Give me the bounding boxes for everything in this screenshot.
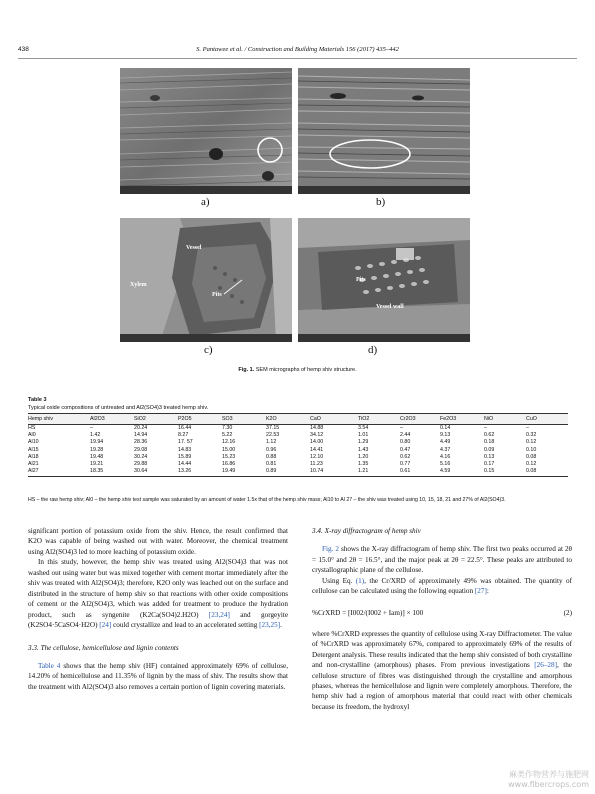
- table-cell: 5.22: [222, 432, 233, 439]
- sem-image-d: [298, 218, 470, 342]
- paragraph: [312, 576, 572, 597]
- table-row: [28, 446, 568, 453]
- col-header: CaO: [310, 414, 358, 425]
- citation-link[interactable]: [27]: [474, 587, 487, 596]
- table-cell: 0.12: [526, 461, 537, 468]
- figure-caption-label: Fig. 1.: [238, 367, 255, 373]
- table-cell: 0.62: [400, 453, 411, 460]
- col-header: K2O: [266, 414, 310, 425]
- table-cell: 13.26: [178, 468, 222, 477]
- table-cell: 0.08: [526, 453, 537, 460]
- table-cell: 1.12: [266, 439, 277, 446]
- table-cell: 5.16: [440, 461, 451, 468]
- figure-reference-link[interactable]: Fig. 2: [322, 545, 339, 554]
- citation-link[interactable]: [26–28]: [534, 661, 558, 670]
- table-cell: 1.21: [358, 468, 400, 477]
- col-header: Hemp shiv: [28, 414, 90, 425]
- sem-image-c: [120, 218, 292, 342]
- table-cell: 0.89: [266, 468, 310, 477]
- section-heading: 3.4. X-ray diffractogram of hemp shiv: [312, 527, 421, 535]
- panel-label-c: c): [204, 344, 213, 356]
- table-cell: 19.28: [90, 446, 104, 453]
- table-cell: Al0: [28, 432, 36, 439]
- table-cell: 28.36: [134, 439, 148, 446]
- table-cell: 0.88: [266, 453, 277, 460]
- table-cell: 0.15: [484, 468, 526, 477]
- table-cell: 1.42: [90, 432, 101, 439]
- table-cell: 14.41: [310, 446, 324, 453]
- paragraph: [312, 629, 572, 713]
- col-header: SiO2: [134, 414, 178, 425]
- table-cell: 0.47: [400, 446, 411, 453]
- table-cell: 0.14: [440, 425, 451, 432]
- journal-citation: S. Pantawee et al. / Construction and Building Materials 156 (2017) 435–442: [196, 46, 399, 53]
- table-cell: 14.83: [178, 446, 192, 453]
- table-cell: 0.77: [400, 461, 411, 468]
- watermark-line: www.fibercrops.com: [508, 780, 589, 789]
- figure-caption: [0, 367, 595, 373]
- paragraph: significant portion of potassium oxide from the shiv. Hence, the result confirmed that K2O was capable of being washed out with water. Moreover, the chemical treatment using Al2(SO4)3 led to more leaching of potassium oxide.: [28, 527, 288, 556]
- table-cell: Al18: [28, 453, 39, 460]
- equation-reference-link[interactable]: (1): [355, 576, 365, 585]
- table-cell: 1.01: [358, 432, 369, 439]
- table-heading: [28, 396, 208, 412]
- table-cell: 30.64: [134, 468, 178, 477]
- right-column: [312, 526, 572, 712]
- paragraph-text: shows the X-ray diffractogram of hemp shiv. The first two peaks occurred at 2θ = 15.0° and 2θ = 16.5°, and the major peak at 2θ = 22.5°. These peaks are attributed to crystallographic plane of the cellulose.: [312, 545, 572, 575]
- table-cell: 29.08: [134, 446, 148, 453]
- col-header: TiO2: [358, 414, 400, 425]
- table-cell: 0.80: [400, 439, 411, 446]
- table-row: [28, 424, 568, 432]
- col-header: P2O5: [178, 414, 222, 425]
- table-cell: 2.44: [400, 432, 411, 439]
- annotation-pits-c: Pits: [212, 292, 222, 298]
- paragraph-text: where %CrXRD expresses the quantity of cellulose using X-ray Diffractometer. The value of %CrXRD was approximately 67%, compared to approximately 69% of the results of Detergent analysis. These results indicated that the hemp shiv consisted of both crystalline and non-crystalline (amorphous) phases. From previous investigations: [312, 629, 573, 670]
- annotation-vessel: Vessel: [186, 245, 202, 251]
- table-cell: 15.89: [178, 453, 192, 460]
- table-cell: 30.24: [134, 453, 148, 460]
- table-cell: 0.61: [400, 468, 440, 477]
- page-number: 438: [18, 46, 29, 53]
- paragraph-text: and gorgeyite (K2SO4·5CaSO4·H2O): [28, 610, 289, 630]
- equation: %CrXRD = [I002/(I002 + Iam)] × 100: [312, 608, 424, 617]
- table-cell: –: [526, 425, 529, 432]
- spacer: [28, 631, 288, 643]
- table-cell: 4.16: [440, 453, 451, 460]
- table-reference-link[interactable]: Table 4: [38, 661, 61, 670]
- table-cell: –: [400, 425, 403, 432]
- table-cell: 15.00: [222, 446, 236, 453]
- table-cell: Al10: [28, 439, 39, 446]
- table-cell: 1.35: [358, 461, 369, 468]
- header-rule: [18, 58, 577, 59]
- citation-link[interactable]: [23,25]: [259, 621, 281, 630]
- panel-label-b: b): [376, 196, 386, 208]
- left-column: [28, 526, 288, 692]
- table-cell: 14.88: [310, 425, 324, 432]
- table-row: [28, 460, 568, 467]
- table-cell: –: [484, 425, 487, 432]
- section-heading: 3.3. The cellulose, hemicellulose and lignin contents: [28, 643, 179, 652]
- table-cell: 0.10: [526, 446, 537, 453]
- table-cell: 10.74: [310, 468, 358, 477]
- citation-link[interactable]: [24]: [99, 621, 112, 630]
- table-cell: 0.81: [266, 461, 277, 468]
- table-row: [28, 453, 568, 460]
- table-row: [28, 439, 568, 446]
- watermark: [508, 770, 589, 790]
- table-cell: 0.32: [526, 432, 537, 439]
- table-cell: 11.23: [310, 461, 323, 468]
- table-cell: 12.10: [310, 453, 324, 460]
- table-cell: –: [90, 425, 93, 432]
- table-cell: 19.48: [90, 453, 104, 460]
- table-cell: 0.09: [484, 446, 495, 453]
- table-cell: 0.62: [484, 432, 495, 439]
- table-cell: 0.08: [526, 468, 568, 477]
- paragraph-text: , the cellulose structure of fibres was distinguished through the crystalline and amorphous phases, whereas the hemicellulose and lignin were completely amorphous. Therefore, the hemp shiv had a region of amorphous material that could react with other chemicals because its freedom, the hydroxyl: [312, 661, 572, 711]
- table-cell: 15.23: [222, 453, 236, 460]
- table-header-row: [28, 414, 568, 425]
- table-cell: 1.29: [358, 439, 369, 446]
- annotation-xylem: Xylem: [130, 282, 147, 288]
- table-cell: 0.13: [484, 453, 495, 460]
- table-cell: 1.43: [358, 446, 369, 453]
- table-cell: 4.37: [440, 446, 451, 453]
- table-cell: 37.15: [266, 425, 280, 432]
- figure-caption-text: SEM micrographs of hemp shiv structure.: [255, 367, 357, 373]
- table-cell: HS: [28, 425, 36, 432]
- paragraph-text: .: [280, 621, 282, 630]
- col-header: NiO: [484, 414, 526, 425]
- table-cell: 9.13: [440, 432, 451, 439]
- col-header: Al2O3: [90, 414, 134, 425]
- paragraph-text: :: [486, 587, 489, 596]
- table-cell: 16.86: [222, 461, 236, 468]
- table-cell: 12.16: [222, 439, 236, 446]
- paragraph: [312, 544, 572, 575]
- table-row: [28, 468, 568, 477]
- table-cell: 17. 57: [178, 439, 193, 446]
- table-cell: 19.21: [90, 461, 104, 468]
- paragraph-text: In this study, however, the hemp shiv was treated using Al2(SO4)3 that was not washed out using water but was mixed together with cement mortar immediately after the shiv was treated with Al2(SO4)3; therefore, K2O only was leached out on the surface and distributed in the structure of hemp shiv so that reactions with other oxide compositions of cement or the Al2(SO4)3, which was added for treatment to produce the hydration product, such as syngenite (K2Ca(SO4)2.H2O): [28, 558, 288, 619]
- table-cell: Al27: [28, 468, 90, 477]
- table-cell: 19.49: [222, 468, 266, 477]
- table-cell: 8.27: [178, 432, 189, 439]
- table-label: Table 3: [28, 397, 47, 403]
- oxide-composition-table: [28, 413, 568, 477]
- running-header: [18, 46, 577, 58]
- table-cell: 16.44: [178, 425, 192, 432]
- panel-label-d: d): [368, 344, 378, 356]
- citation-link[interactable]: [23,24]: [208, 610, 230, 619]
- table-cell: 1.20: [358, 453, 369, 460]
- col-header: SO3: [222, 414, 266, 425]
- table-cell: 0.17: [484, 461, 495, 468]
- col-header: Fe2O3: [440, 414, 484, 425]
- col-header: CuO: [526, 414, 568, 425]
- sem-image-a: [120, 68, 292, 194]
- table-cell: 3.54: [358, 425, 369, 432]
- spacer: [312, 536, 572, 544]
- annotation-vessel-wall: Vessel wall: [376, 304, 404, 310]
- table-cell: 19.94: [90, 439, 104, 446]
- table-cell: 29.88: [134, 461, 148, 468]
- table-cell: 0.18: [484, 439, 495, 446]
- table-cell: 18.35: [90, 468, 134, 477]
- table-cell: 7.30: [222, 425, 233, 432]
- table-row: [28, 432, 568, 439]
- paragraph: [28, 661, 288, 692]
- equation-number: (2): [563, 608, 572, 617]
- paragraph-text: shows that the hemp shiv (HF) contained approximately 69% of cellulose, 14.20% of hemicellulose and 11.35% of lignin by the mass of shiv. The results show that the treatment with Al2(SO4)3 also removes a certain portion of lignin covering materials.: [28, 661, 289, 691]
- equation-block: [312, 605, 572, 623]
- table-cell: Al15: [28, 446, 39, 453]
- table-title: Typical oxide compositions of untreated and Al2(SO4)3 treated hemp shiv.: [28, 405, 209, 411]
- table-cell: 0.96: [266, 446, 277, 453]
- paragraph-text: , the Cr/XRD of approximately 49% was obtained. The quantity of cellulose can be calculated using the following equation: [312, 576, 572, 596]
- table-cell: 0.12: [526, 439, 537, 446]
- paragraph: [28, 557, 288, 630]
- paragraph-text: Using Eq.: [322, 576, 356, 585]
- paragraph-text: could crystallize and lead to an accelerated setting: [111, 621, 260, 630]
- table-cell: 14.94: [134, 432, 148, 439]
- table-cell: 14.00: [310, 439, 324, 446]
- table-cell: Al21: [28, 461, 39, 468]
- watermark-line: 麻类作物营养与施肥网: [509, 770, 589, 779]
- annotation-pits-d: Pits: [356, 277, 366, 283]
- table-cell: 20.24: [134, 425, 148, 432]
- table-cell: 4.49: [440, 439, 451, 446]
- col-header: Cr2O3: [400, 414, 440, 425]
- table-cell: 14.44: [178, 461, 192, 468]
- table-cell: 34.12: [310, 432, 324, 439]
- spacer: [28, 653, 288, 661]
- panel-label-a: a): [201, 196, 210, 208]
- sem-image-b: [298, 68, 470, 194]
- table-footnote: HS – the raw hemp shiv; Al0 – the hemp shiv test sample was saturated by an amount of water 1.5x that of the hemp shiv mass; Al10 to Al 27 – the shiv was treated using 10, 15, 18, 21 and 27% of Al2(SO4)3.: [28, 497, 506, 503]
- table-cell: 22.53: [266, 432, 280, 439]
- table-cell: 4.59: [440, 468, 484, 477]
